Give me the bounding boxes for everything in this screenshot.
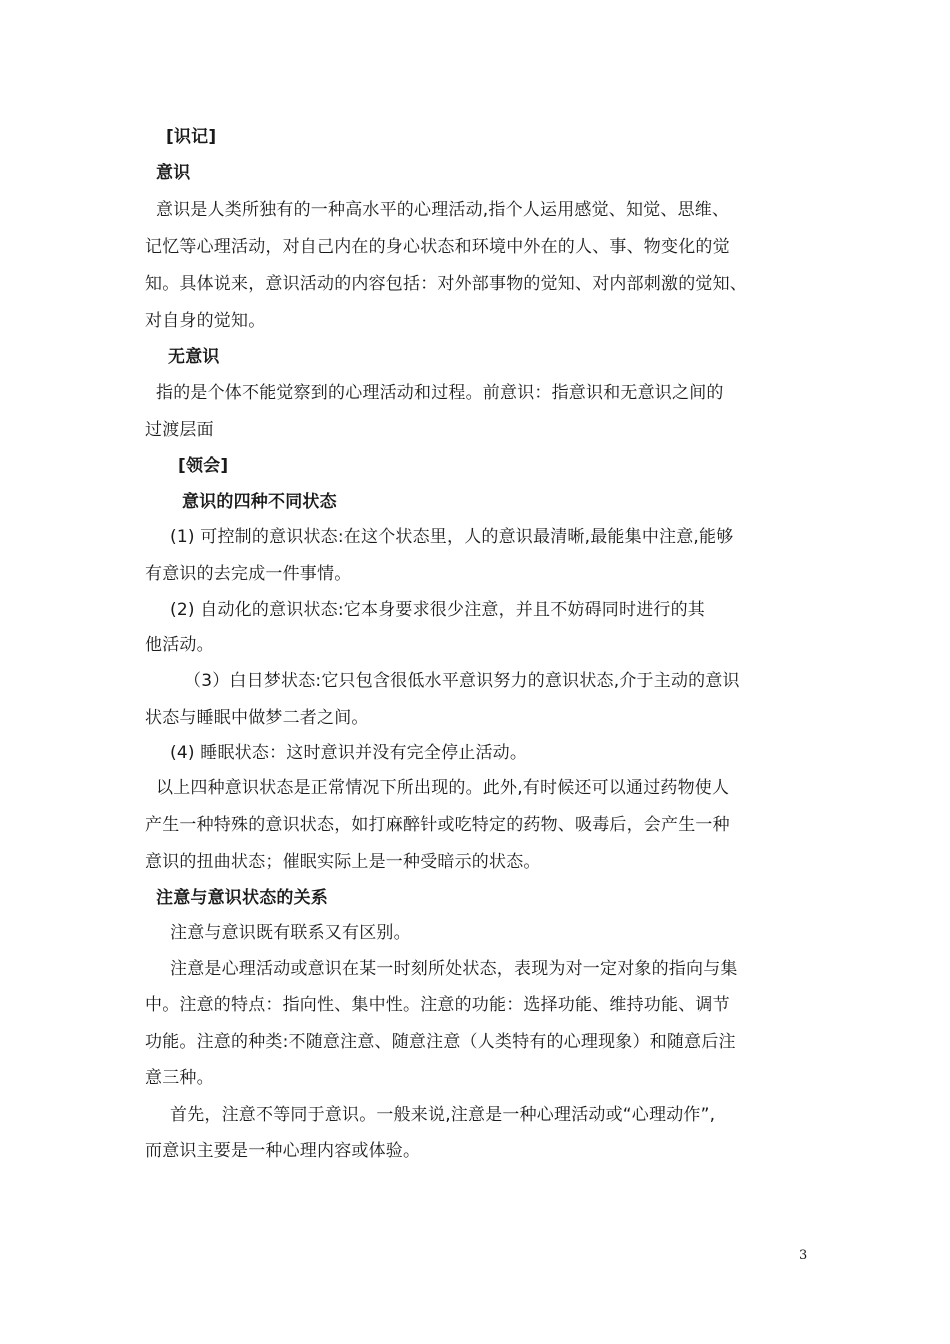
section-heading-shiji: [识记] bbox=[166, 127, 217, 147]
term-heading-wuyishi: 无意识 bbox=[168, 347, 220, 367]
paragraph-line: 记忆等心理活动，对自己内在的身心状态和环境中外在的人、事、物变化的觉 bbox=[145, 237, 730, 257]
paragraph-line: 意三种。 bbox=[145, 1068, 214, 1088]
paragraph-line: 注意是心理活动或意识在某一时刻所处状态，表现为对一定对象的指向与集 bbox=[170, 959, 738, 979]
list-item-line: 有意识的去完成一件事情。 bbox=[145, 564, 352, 584]
paragraph-line: 知。具体说来，意识活动的内容包括：对外部事物的觉知、对内部刺激的觉知、 bbox=[145, 274, 747, 294]
paragraph-line: 首先，注意不等同于意识。一般来说,注意是一种心理活动或“心理动作”, bbox=[170, 1105, 716, 1125]
paragraph-line: 对自身的觉知。 bbox=[145, 311, 266, 331]
list-item-line: （3）白日梦状态:它只包含很低水平意识努力的意识状态,介于主动的意识 bbox=[184, 671, 740, 691]
paragraph-line: 产生一种特殊的意识状态，如打麻醉针或吃特定的药物、吸毒后，会产生一种 bbox=[145, 815, 730, 835]
subheading-relation: 注意与意识状态的关系 bbox=[156, 888, 328, 908]
term-heading-yishi: 意识 bbox=[156, 163, 191, 183]
paragraph-line: 意识是人类所独有的一种高水平的心理活动,指个人运用感觉、知觉、思维、 bbox=[156, 200, 730, 220]
paragraph-line: 以上四种意识状态是正常情况下所出现的。此外,有时候还可以通过药物使人 bbox=[156, 778, 730, 798]
paragraph-line: 而意识主要是一种心理内容或体验。 bbox=[145, 1141, 421, 1161]
list-item-line: 他活动。 bbox=[145, 635, 214, 655]
paragraph-line: 过渡层面 bbox=[145, 420, 214, 440]
list-item-line: 状态与睡眠中做梦二者之间。 bbox=[145, 708, 369, 728]
list-item-line: (1) 可控制的意识状态:在这个状态里，人的意识最清晰,最能集中注意,能够 bbox=[170, 527, 734, 547]
list-item-line: (2) 自动化的意识状态:它本身要求很少注意，并且不妨碍同时进行的其 bbox=[170, 600, 706, 620]
paragraph-line: 注意与意识既有联系又有区别。 bbox=[170, 923, 411, 943]
section-heading-linghui: [领会] bbox=[178, 456, 229, 476]
subheading-four-states: 意识的四种不同状态 bbox=[182, 492, 337, 512]
paragraph-line: 意识的扭曲状态；催眠实际上是一种受暗示的状态。 bbox=[145, 852, 541, 872]
paragraph-line: 功能。注意的种类:不随意注意、随意注意（人类特有的心理现象）和随意后注 bbox=[145, 1032, 736, 1052]
list-item-line: (4) 睡眠状态：这时意识并没有完全停止活动。 bbox=[170, 743, 528, 763]
paragraph-line: 中。注意的特点：指向性、集中性。注意的功能：选择功能、维持功能、调节 bbox=[145, 995, 730, 1015]
paragraph-line: 指的是个体不能觉察到的心理活动和过程。前意识：指意识和无意识之间的 bbox=[156, 383, 724, 403]
page-number: 3 bbox=[799, 1248, 808, 1263]
